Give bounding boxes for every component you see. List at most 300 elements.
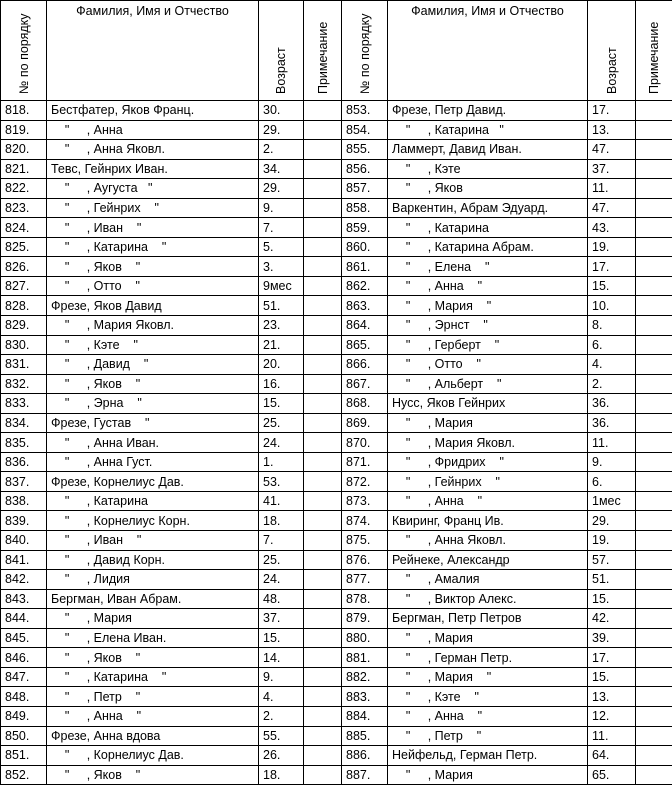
note-cell [636,726,672,746]
header-age-left: Возраст [259,1,304,101]
person-name: Нейфельд, Герман Петр. [388,746,588,766]
person-name: " , Анна " [388,706,588,726]
table-row [1,198,672,218]
row-number: 876. [342,550,388,570]
row-number: 823. [1,198,47,218]
table-row [1,550,672,570]
person-name: " , Елена Иван. [47,628,259,648]
note-cell [304,296,342,316]
row-number: 885. [342,726,388,746]
row-number: 829. [1,316,47,336]
row-number: 875. [342,531,388,551]
table-row [1,257,672,277]
person-age: 57. [588,550,636,570]
row-number: 882. [342,667,388,687]
person-name: " , Мария [388,628,588,648]
table-row [1,609,672,629]
row-number: 861. [342,257,388,277]
person-age: 9. [259,198,304,218]
row-number: 849. [1,706,47,726]
table-row [1,570,672,590]
person-name: " , Петр " [388,726,588,746]
row-number: 840. [1,531,47,551]
person-age: 42. [588,609,636,629]
person-name: " , Анна Яковл. [47,140,259,160]
note-cell [304,687,342,707]
note-cell [304,550,342,570]
header-name-left: Фамилия, Имя и Отчество [47,1,259,101]
person-name: Бестфатер, Яков Франц. [47,101,259,121]
table-row [1,120,672,140]
person-age: 18. [259,765,304,785]
row-number: 856. [342,159,388,179]
person-name: " , Катарина " [47,667,259,687]
person-age: 17. [588,101,636,121]
table-row [1,335,672,355]
person-name: " , Анна " [388,491,588,511]
row-number: 871. [342,452,388,472]
row-number: 820. [1,140,47,160]
person-age: 15. [259,394,304,414]
note-cell [636,589,672,609]
header-number-right: № по порядку [342,1,388,101]
note-cell [304,570,342,590]
person-name: " , Мария Яковл. [388,433,588,453]
table-row [1,296,672,316]
person-name: Фрезе, Петр Давид. [388,101,588,121]
person-age: 14. [259,648,304,668]
table-row [1,628,672,648]
header-age-right: Возраст [588,1,636,101]
person-name: " , Отто " [47,276,259,296]
person-age: 17. [588,257,636,277]
person-name: " , Катарина " [47,237,259,257]
person-name: " , Анна Иван. [47,433,259,453]
row-number: 826. [1,257,47,277]
row-number: 880. [342,628,388,648]
person-age: 15. [588,667,636,687]
person-name: Фрезе, Яков Давид [47,296,259,316]
note-cell [304,120,342,140]
person-age: 9мес [259,276,304,296]
row-number: 836. [1,452,47,472]
person-name: " , Амалия [388,570,588,590]
person-age: 47. [588,140,636,160]
person-age: 13. [588,687,636,707]
row-number: 850. [1,726,47,746]
person-age: 15. [588,589,636,609]
row-number: 841. [1,550,47,570]
person-age: 11. [588,433,636,453]
note-cell [304,159,342,179]
note-cell [304,433,342,453]
note-cell [304,374,342,394]
note-cell [304,276,342,296]
person-age: 5. [259,237,304,257]
table-row [1,511,672,531]
person-age: 29. [588,511,636,531]
table-row [1,706,672,726]
table-row [1,589,672,609]
person-age: 34. [259,159,304,179]
row-number: 837. [1,472,47,492]
person-age: 21. [259,335,304,355]
note-cell [636,257,672,277]
note-cell [636,609,672,629]
note-cell [304,589,342,609]
person-name: " , Лидия [47,570,259,590]
note-cell [636,746,672,766]
person-name: " , Катарина [388,218,588,238]
person-age: 9. [588,452,636,472]
row-number: 879. [342,609,388,629]
person-name: " , Кэте [388,159,588,179]
person-name: Нусс, Яков Гейнрих [388,394,588,414]
table-row [1,218,672,238]
note-cell [636,179,672,199]
person-age: 43. [588,218,636,238]
note-cell [636,628,672,648]
note-cell [304,316,342,336]
person-age: 24. [259,433,304,453]
note-cell [304,140,342,160]
note-cell [304,218,342,238]
note-cell [304,648,342,668]
person-name: " , Кэте " [388,687,588,707]
note-cell [304,101,342,121]
person-name: " , Катарина Абрам. [388,237,588,257]
person-age: 6. [588,472,636,492]
row-number: 846. [1,648,47,668]
person-name: " , Мария Яковл. [47,316,259,336]
table-row [1,726,672,746]
note-cell [636,296,672,316]
note-cell [636,511,672,531]
person-name: " , Мария [47,609,259,629]
person-age: 6. [588,335,636,355]
person-age: 13. [588,120,636,140]
row-number: 868. [342,394,388,414]
note-cell [636,687,672,707]
row-number: 848. [1,687,47,707]
person-age: 4. [588,355,636,375]
note-cell [636,374,672,394]
person-age: 25. [259,550,304,570]
note-cell [636,706,672,726]
person-name: " , Эрна " [47,394,259,414]
person-name: " , Анна [47,120,259,140]
note-cell [636,452,672,472]
person-name: Фрезе, Корнелиус Дав. [47,472,259,492]
note-cell [304,706,342,726]
person-age: 53. [259,472,304,492]
person-age: 36. [588,413,636,433]
person-name: " , Яков " [47,374,259,394]
person-name: " , Давид " [47,355,259,375]
table-row [1,276,672,296]
row-number: 859. [342,218,388,238]
person-age: 29. [259,179,304,199]
person-name: " , Петр " [47,687,259,707]
note-cell [636,472,672,492]
person-age: 51. [588,570,636,590]
note-cell [304,413,342,433]
note-cell [304,335,342,355]
row-number: 869. [342,413,388,433]
person-name: " , Анна Яковл. [388,531,588,551]
table-row [1,355,672,375]
table-row [1,140,672,160]
person-age: 2. [588,374,636,394]
person-name: " , Кэте " [47,335,259,355]
table-row [1,394,672,414]
note-cell [636,667,672,687]
note-cell [636,550,672,570]
person-name: " , Отто " [388,355,588,375]
note-cell [304,667,342,687]
header-name-right: Фамилия, Имя и Отчество [388,1,588,101]
row-number: 845. [1,628,47,648]
table-row [1,159,672,179]
table-row [1,472,672,492]
row-number: 886. [342,746,388,766]
person-name: Фрезе, Анна вдова [47,726,259,746]
row-number: 878. [342,589,388,609]
person-name: Бергман, Иван Абрам. [47,589,259,609]
table-row [1,433,672,453]
person-age: 4. [259,687,304,707]
row-number: 824. [1,218,47,238]
note-cell [304,472,342,492]
note-cell [304,198,342,218]
person-name: " , Катарина [47,491,259,511]
person-name: " , Мария [388,413,588,433]
person-age: 2. [259,140,304,160]
person-age: 15. [588,276,636,296]
person-age: 11. [588,179,636,199]
table-row [1,531,672,551]
row-number: 854. [342,120,388,140]
person-age: 11. [588,726,636,746]
person-name: " , Давид Корн. [47,550,259,570]
person-age: 16. [259,374,304,394]
roster-body [1,101,672,785]
row-number: 831. [1,355,47,375]
row-number: 844. [1,609,47,629]
person-age: 30. [259,101,304,121]
row-number: 834. [1,413,47,433]
row-number: 867. [342,374,388,394]
person-name: " , Яков " [47,765,259,785]
person-name: Квиринг, Франц Ив. [388,511,588,531]
person-age: 37. [588,159,636,179]
person-age: 39. [588,628,636,648]
person-age: 8. [588,316,636,336]
person-age: 47. [588,198,636,218]
person-name: Бергман, Петр Петров [388,609,588,629]
row-number: 860. [342,237,388,257]
header-row [1,1,672,101]
person-age: 12. [588,706,636,726]
row-number: 870. [342,433,388,453]
note-cell [636,355,672,375]
person-name: " , Яков [388,179,588,199]
table-row [1,452,672,472]
person-age: 9. [259,667,304,687]
person-name: Рейнеке, Александр [388,550,588,570]
person-name: " , Виктор Алекс. [388,589,588,609]
person-age: 1. [259,452,304,472]
person-age: 7. [259,531,304,551]
note-cell [636,316,672,336]
person-age: 64. [588,746,636,766]
row-number: 884. [342,706,388,726]
table-row [1,491,672,511]
row-number: 838. [1,491,47,511]
row-number: 864. [342,316,388,336]
header-note-right: Примечание [636,1,672,101]
person-name: " , Аугуста " [47,179,259,199]
person-name: Фрезе, Густав " [47,413,259,433]
row-number: 857. [342,179,388,199]
note-cell [636,276,672,296]
person-age: 36. [588,394,636,414]
row-number: 847. [1,667,47,687]
person-name: " , Герман Петр. [388,648,588,668]
person-age: 41. [259,491,304,511]
row-number: 872. [342,472,388,492]
row-number: 881. [342,648,388,668]
person-age: 7. [259,218,304,238]
person-name: " , Анна " [388,276,588,296]
person-name: " , Анна " [47,706,259,726]
person-age: 1мес [588,491,636,511]
person-age: 15. [259,628,304,648]
row-number: 855. [342,140,388,160]
row-number: 827. [1,276,47,296]
person-age: 26. [259,746,304,766]
table-row [1,316,672,336]
person-age: 55. [259,726,304,746]
person-age: 51. [259,296,304,316]
person-age: 3. [259,257,304,277]
person-name: " , Альберт " [388,374,588,394]
note-cell [636,140,672,160]
row-number: 887. [342,765,388,785]
row-number: 851. [1,746,47,766]
person-name: " , Анна Густ. [47,452,259,472]
note-cell [304,452,342,472]
person-name: " , Корнелиус Дав. [47,746,259,766]
person-age: 17. [588,648,636,668]
row-number: 858. [342,198,388,218]
person-name: " , Фридрих " [388,452,588,472]
note-cell [304,394,342,414]
person-name: Тевс, Гейнрих Иван. [47,159,259,179]
person-age: 48. [259,589,304,609]
header-note-left: Примечание [304,1,342,101]
person-name: " , Иван " [47,531,259,551]
row-number: 874. [342,511,388,531]
row-number: 843. [1,589,47,609]
table-row [1,374,672,394]
note-cell [304,491,342,511]
note-cell [636,218,672,238]
note-cell [304,237,342,257]
note-cell [636,159,672,179]
row-number: 818. [1,101,47,121]
person-age: 18. [259,511,304,531]
person-name: " , Яков " [47,257,259,277]
note-cell [304,765,342,785]
row-number: 865. [342,335,388,355]
table-row [1,413,672,433]
row-number: 833. [1,394,47,414]
table-row [1,237,672,257]
note-cell [636,101,672,121]
person-name: " , Елена " [388,257,588,277]
person-name: " , Мария [388,765,588,785]
person-age: 24. [259,570,304,590]
person-age: 37. [259,609,304,629]
note-cell [304,531,342,551]
table-row [1,765,672,785]
person-age: 19. [588,531,636,551]
table-row [1,101,672,121]
note-cell [304,726,342,746]
row-number: 825. [1,237,47,257]
note-cell [304,511,342,531]
person-age: 10. [588,296,636,316]
note-cell [636,491,672,511]
note-cell [636,413,672,433]
table-row [1,179,672,199]
note-cell [636,765,672,785]
row-number: 839. [1,511,47,531]
table-row [1,687,672,707]
note-cell [304,257,342,277]
row-number: 832. [1,374,47,394]
row-number: 852. [1,765,47,785]
person-name: " , Катарина " [388,120,588,140]
note-cell [636,335,672,355]
person-age: 23. [259,316,304,336]
row-number: 873. [342,491,388,511]
row-number: 830. [1,335,47,355]
person-name: " , Эрнст " [388,316,588,336]
row-number: 883. [342,687,388,707]
row-number: 828. [1,296,47,316]
row-number: 866. [342,355,388,375]
person-name: " , Гейнрих " [388,472,588,492]
note-cell [636,648,672,668]
note-cell [636,433,672,453]
note-cell [304,746,342,766]
person-age: 29. [259,120,304,140]
row-number: 819. [1,120,47,140]
note-cell [636,120,672,140]
note-cell [304,628,342,648]
table-row [1,667,672,687]
row-number: 835. [1,433,47,453]
row-number: 821. [1,159,47,179]
person-age: 20. [259,355,304,375]
person-name: " , Яков " [47,648,259,668]
person-age: 25. [259,413,304,433]
row-number: 822. [1,179,47,199]
person-name: Ламмерт, Давид Иван. [388,140,588,160]
row-number: 877. [342,570,388,590]
